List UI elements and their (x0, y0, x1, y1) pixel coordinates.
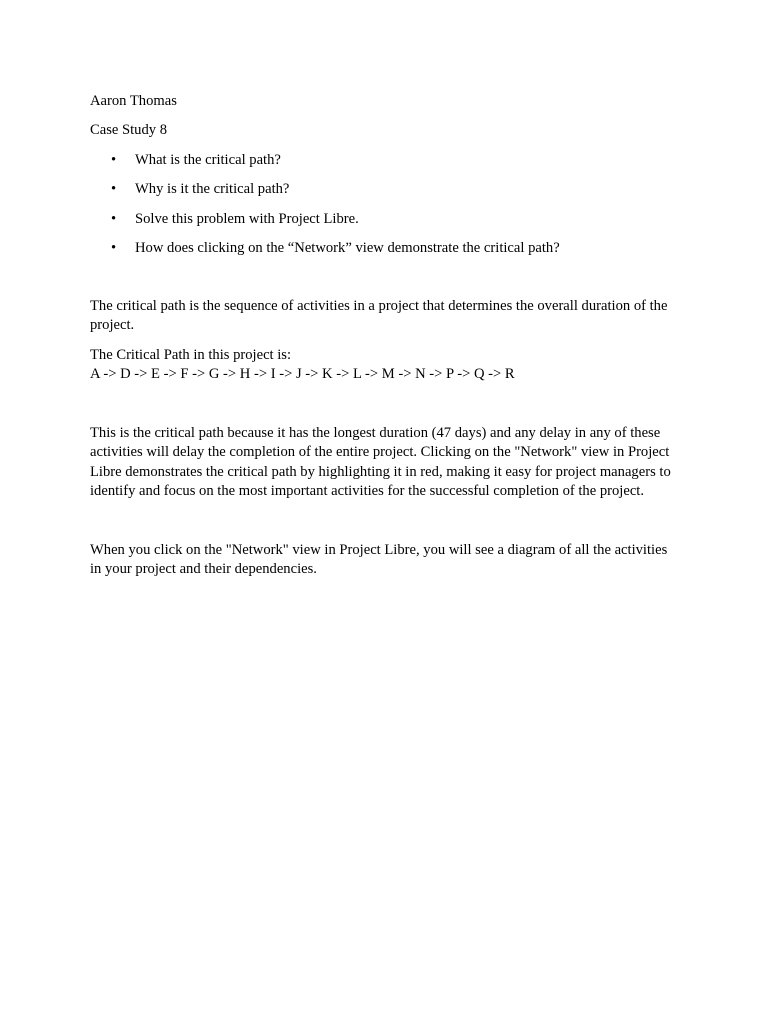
question-item (90, 210, 690, 230)
question-list (90, 151, 690, 259)
author-name: Aaron Thomas (90, 93, 177, 109)
question-text: How does clicking on the “Network” view demonstrate the critical path? (135, 240, 560, 256)
document-page (90, 92, 690, 580)
question-text: What is the critical path? (135, 151, 281, 168)
bullet-icon: • (111, 240, 117, 256)
definition-paragraph: The critical path is the sequence of activities in a project that determines the overall duration of the project. (90, 297, 668, 333)
question-text: Solve this problem with Project Libre. (135, 210, 359, 227)
question-item (90, 239, 690, 259)
critical-path-label: The Critical Path in this project is: (90, 346, 292, 363)
case-study-title: Case Study 8 (90, 122, 168, 138)
network-paragraph: When you click on the "Network" view in Project Libre, you will see a diagram of all the activities in your project and their dependencies. (90, 541, 668, 577)
bullet-icon: • (111, 210, 117, 227)
critical-path-sequence: A -> D -> E -> F -> G -> H -> I -> J -> K -> L -> M -> N -> P -> Q -> R (90, 366, 515, 382)
question-text: Why is it the critical path? (135, 181, 290, 197)
reason-paragraph: This is the critical path because it has the longest duration (47 days) and any delay in any of these activities will delay the completion of the entire project. Clicking on the "Network" view in Project Libre demonstrates the critical path by highlighting it in red, making it easy for project managers to identify and focus on the most important activities for the successful completion of the project. (90, 424, 671, 499)
question-item (90, 151, 690, 171)
bullet-icon: • (111, 181, 117, 197)
bullet-icon: • (111, 151, 117, 168)
question-item (90, 180, 690, 200)
